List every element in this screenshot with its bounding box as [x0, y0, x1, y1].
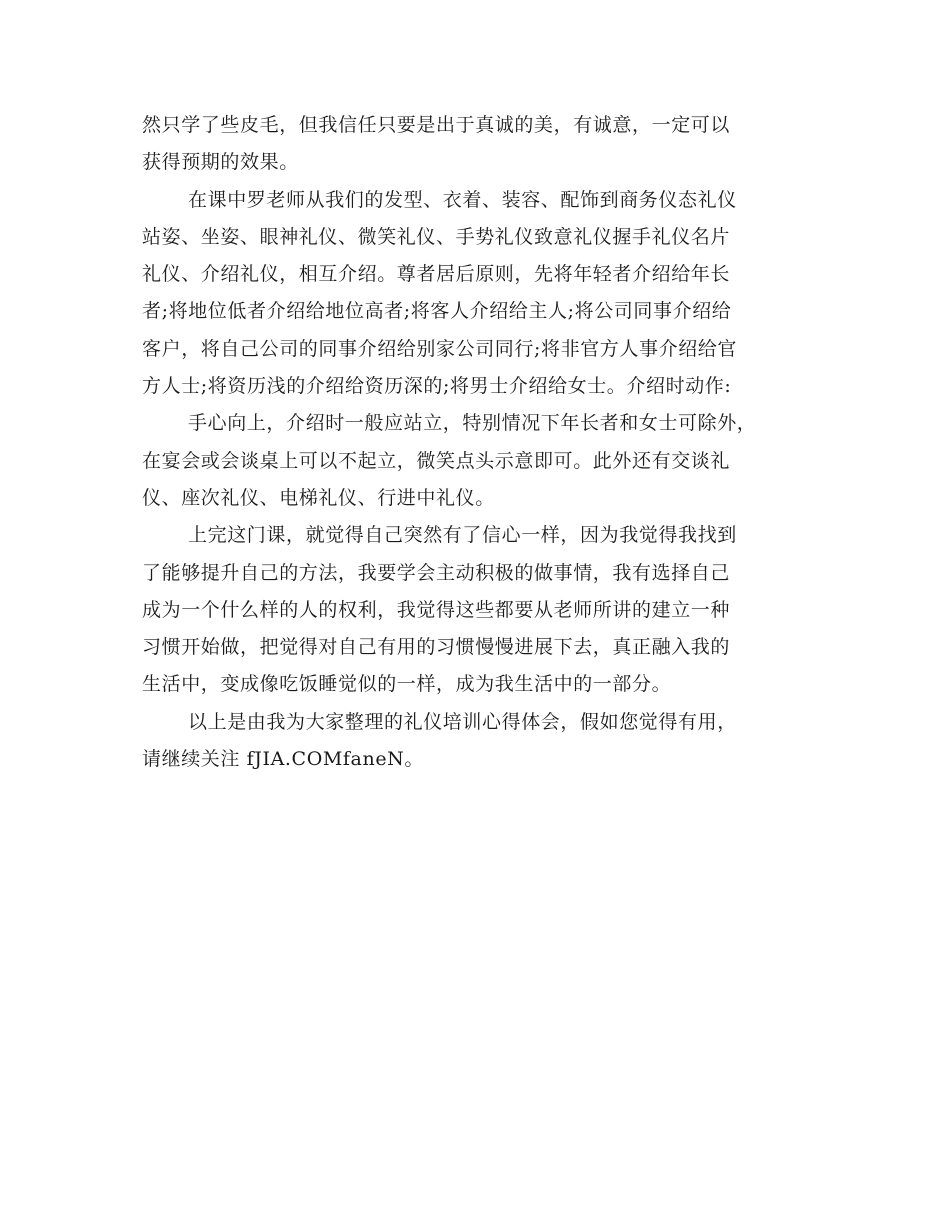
- text-line: 习惯开始做，把觉得对自己有用的习惯慢慢进展下去，真正融入我的: [142, 636, 731, 659]
- text-line: 在课中罗老师从我们的发型、衣着、装容、配饰到商务仪态礼仪: [188, 188, 737, 211]
- text-line: 方人士;将资历浅的介绍给资历深的;将男士介绍给女士。介绍时动作:: [142, 375, 732, 398]
- text-line: 成为一个什么样的人的权利，我觉得这些都要从老师所讲的建立一种: [142, 598, 731, 621]
- text-line: 礼仪、介绍礼仪，相互介绍。尊者居后原则，先将年轻者介绍给年长: [142, 263, 731, 286]
- text-line: 然只学了些皮毛，但我信任只要是出于真诚的美，有诚意，一定可以: [142, 114, 731, 136]
- text-line: 了能够提升自己的方法，我要学会主动积极的做事情，我有选择自己: [142, 561, 731, 584]
- text-line: 以上是由我为大家整理的礼仪培训心得体会，假如您觉得有用，: [188, 710, 737, 733]
- text-line: 生活中，变成像吃饭睡觉似的一样，成为我生活中的一部分。: [142, 673, 672, 696]
- text-line: 上完这门课，就觉得自己突然有了信心一样，因为我觉得我找到: [188, 524, 737, 547]
- text-line: 者;将地位低者介绍给地位高者;将客人介绍给主人;将公司同事介绍给: [142, 300, 732, 323]
- text-line: 客户，将自己公司的同事介绍给别家公司同行;将非官方人事介绍给官: [142, 337, 738, 360]
- text-line: 仪、座次礼仪、电梯礼仪、行进中礼仪。: [142, 486, 495, 509]
- text-line: 在宴会或会谈桌上可以不起立，微笑点头示意即可。此外还有交谈礼: [142, 449, 731, 472]
- text-line: 请继续关注 fJIA.COMfaneN。: [142, 748, 424, 771]
- text-line: 获得预期的效果。: [142, 151, 299, 174]
- text-line: 站姿、坐姿、眼神礼仪、微笑礼仪、手势礼仪致意礼仪握手礼仪名片: [142, 225, 731, 248]
- document-body: [142, 107, 810, 778]
- text-line: 手心向上，介绍时一般应站立，特别情况下年长者和女士可除外，: [188, 412, 757, 435]
